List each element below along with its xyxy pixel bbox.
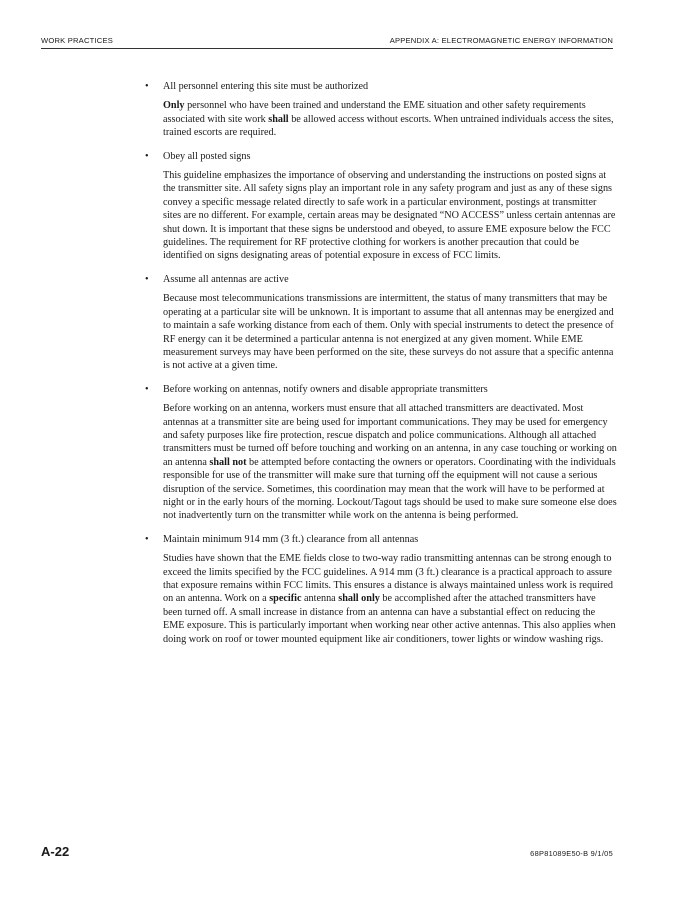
header-left: WORK PRACTICES [41,36,113,45]
paragraph: This guideline emphasizes the importance of observing and understanding the instructions on posted signs at the transmitter site. All safety signs play an important role in any safety program and just as any of these signs convey a specific message related directly to safe work in a particular environment, postings at transmitter sites are no different. For example, certain areas may be designated “NO ACCESS” unless certain antennas are shut down. It is important that these signs be understood and obeyed, to assure EME exposure below the FCC guidelines. The requirement for RF protective clothing for workers is another precaution that could be identified on signs designating areas of potential exposure in excess of FCC limits. [163,170,616,262]
paragraph: Only personnel who have been trained and understand the EME situation and other safety requirements associated with site work shall be allowed access without escorts. When untrained individuals access the sites, trained escorts are required. [163,100,614,139]
bullet-heading: • Maintain minimum 914 mm (3 ft.) clearance from all antennas [145,533,419,545]
header-right: APPENDIX A: ELECTROMAGNETIC ENERGY INFORMATION [389,36,613,45]
bullet-heading: • Assume all antennas are active [145,273,289,285]
list-item [145,150,617,263]
document-id: 68P81089E50-B 9/1/05 [530,849,613,858]
bullet-heading: • Before working on antennas, notify owners and disable appropriate transmitters [145,383,488,395]
paragraph: Studies have shown that the EME fields close to two-way radio transmitting antennas can be strong enough to exceed the limits specified by the FCC guidelines. A 914 mm (3 ft.) clearance is a practical approach to assure that exposure remains within FCC limits. This ensures a distance is always maintained unless work is required on an antenna. Work on a specific antenna shall only be accomplished after the attached transmitters have been turned off. A small increase in distance from an antenna can have a substantial effect on reducing the EME exposure. This is particularly important when working near other active antennas. This also applies when doing work on roof or tower mounted equipment like air conditioners, tower lights or window washing rigs. [163,553,616,645]
body-content [145,80,617,656]
running-header [41,36,613,45]
bullet-heading: • All personnel entering this site must be authorized [145,81,369,92]
bullet-icon: • [145,150,149,162]
list-item [145,383,617,523]
list-item [145,533,617,646]
bullet-icon: • [145,533,149,545]
paragraph: Because most telecommunications transmissions are intermittent, the status of many transmitters that may be operating at a particular site will be unknown. It is important to assume that all antennas may be energized and to maintain a safe working distance from each of them. Only with special instruments to detect the presence of RF energy can it be determined a particular antenna is not energized at any given moment. While EME measurement surveys may have been performed on the site, these surveys do not assure that a specific antenna is not active at a given time. [163,293,614,372]
header-rule [41,48,613,49]
bullet-icon: • [145,81,149,92]
page-footer [41,844,613,859]
bullet-icon: • [145,383,149,395]
list-item [145,80,617,140]
list-item [145,273,617,373]
bullet-icon: • [145,273,149,285]
paragraph: Before working on an antenna, workers must ensure that all attached transmitters are deactivated. Most antennas at a transmitter site are being used for important communications. They may be used for emergency and safety purposes like fire protection, rescue dispatch and police communications. Although all attached transmitters must be turned off before touching and working on an antenna, in any case touching or working on an antenna shall not be attempted before contacting the owners or operators. Coordinating with the individuals responsible for use of the transmitter will make sure that turning off the equipment will not cause a serious disruption of the service. Sometimes, this coordination may mean that the work will have to be performed at night or in the early hours of the morning. Lockout/Tagout tags should be used to make sure someone else does not inadvertently turn on the transmitter while work on the antenna is being performed. [163,403,617,522]
page-number: A-22 [41,844,70,859]
bullet-heading: • Obey all posted signs [145,150,251,162]
